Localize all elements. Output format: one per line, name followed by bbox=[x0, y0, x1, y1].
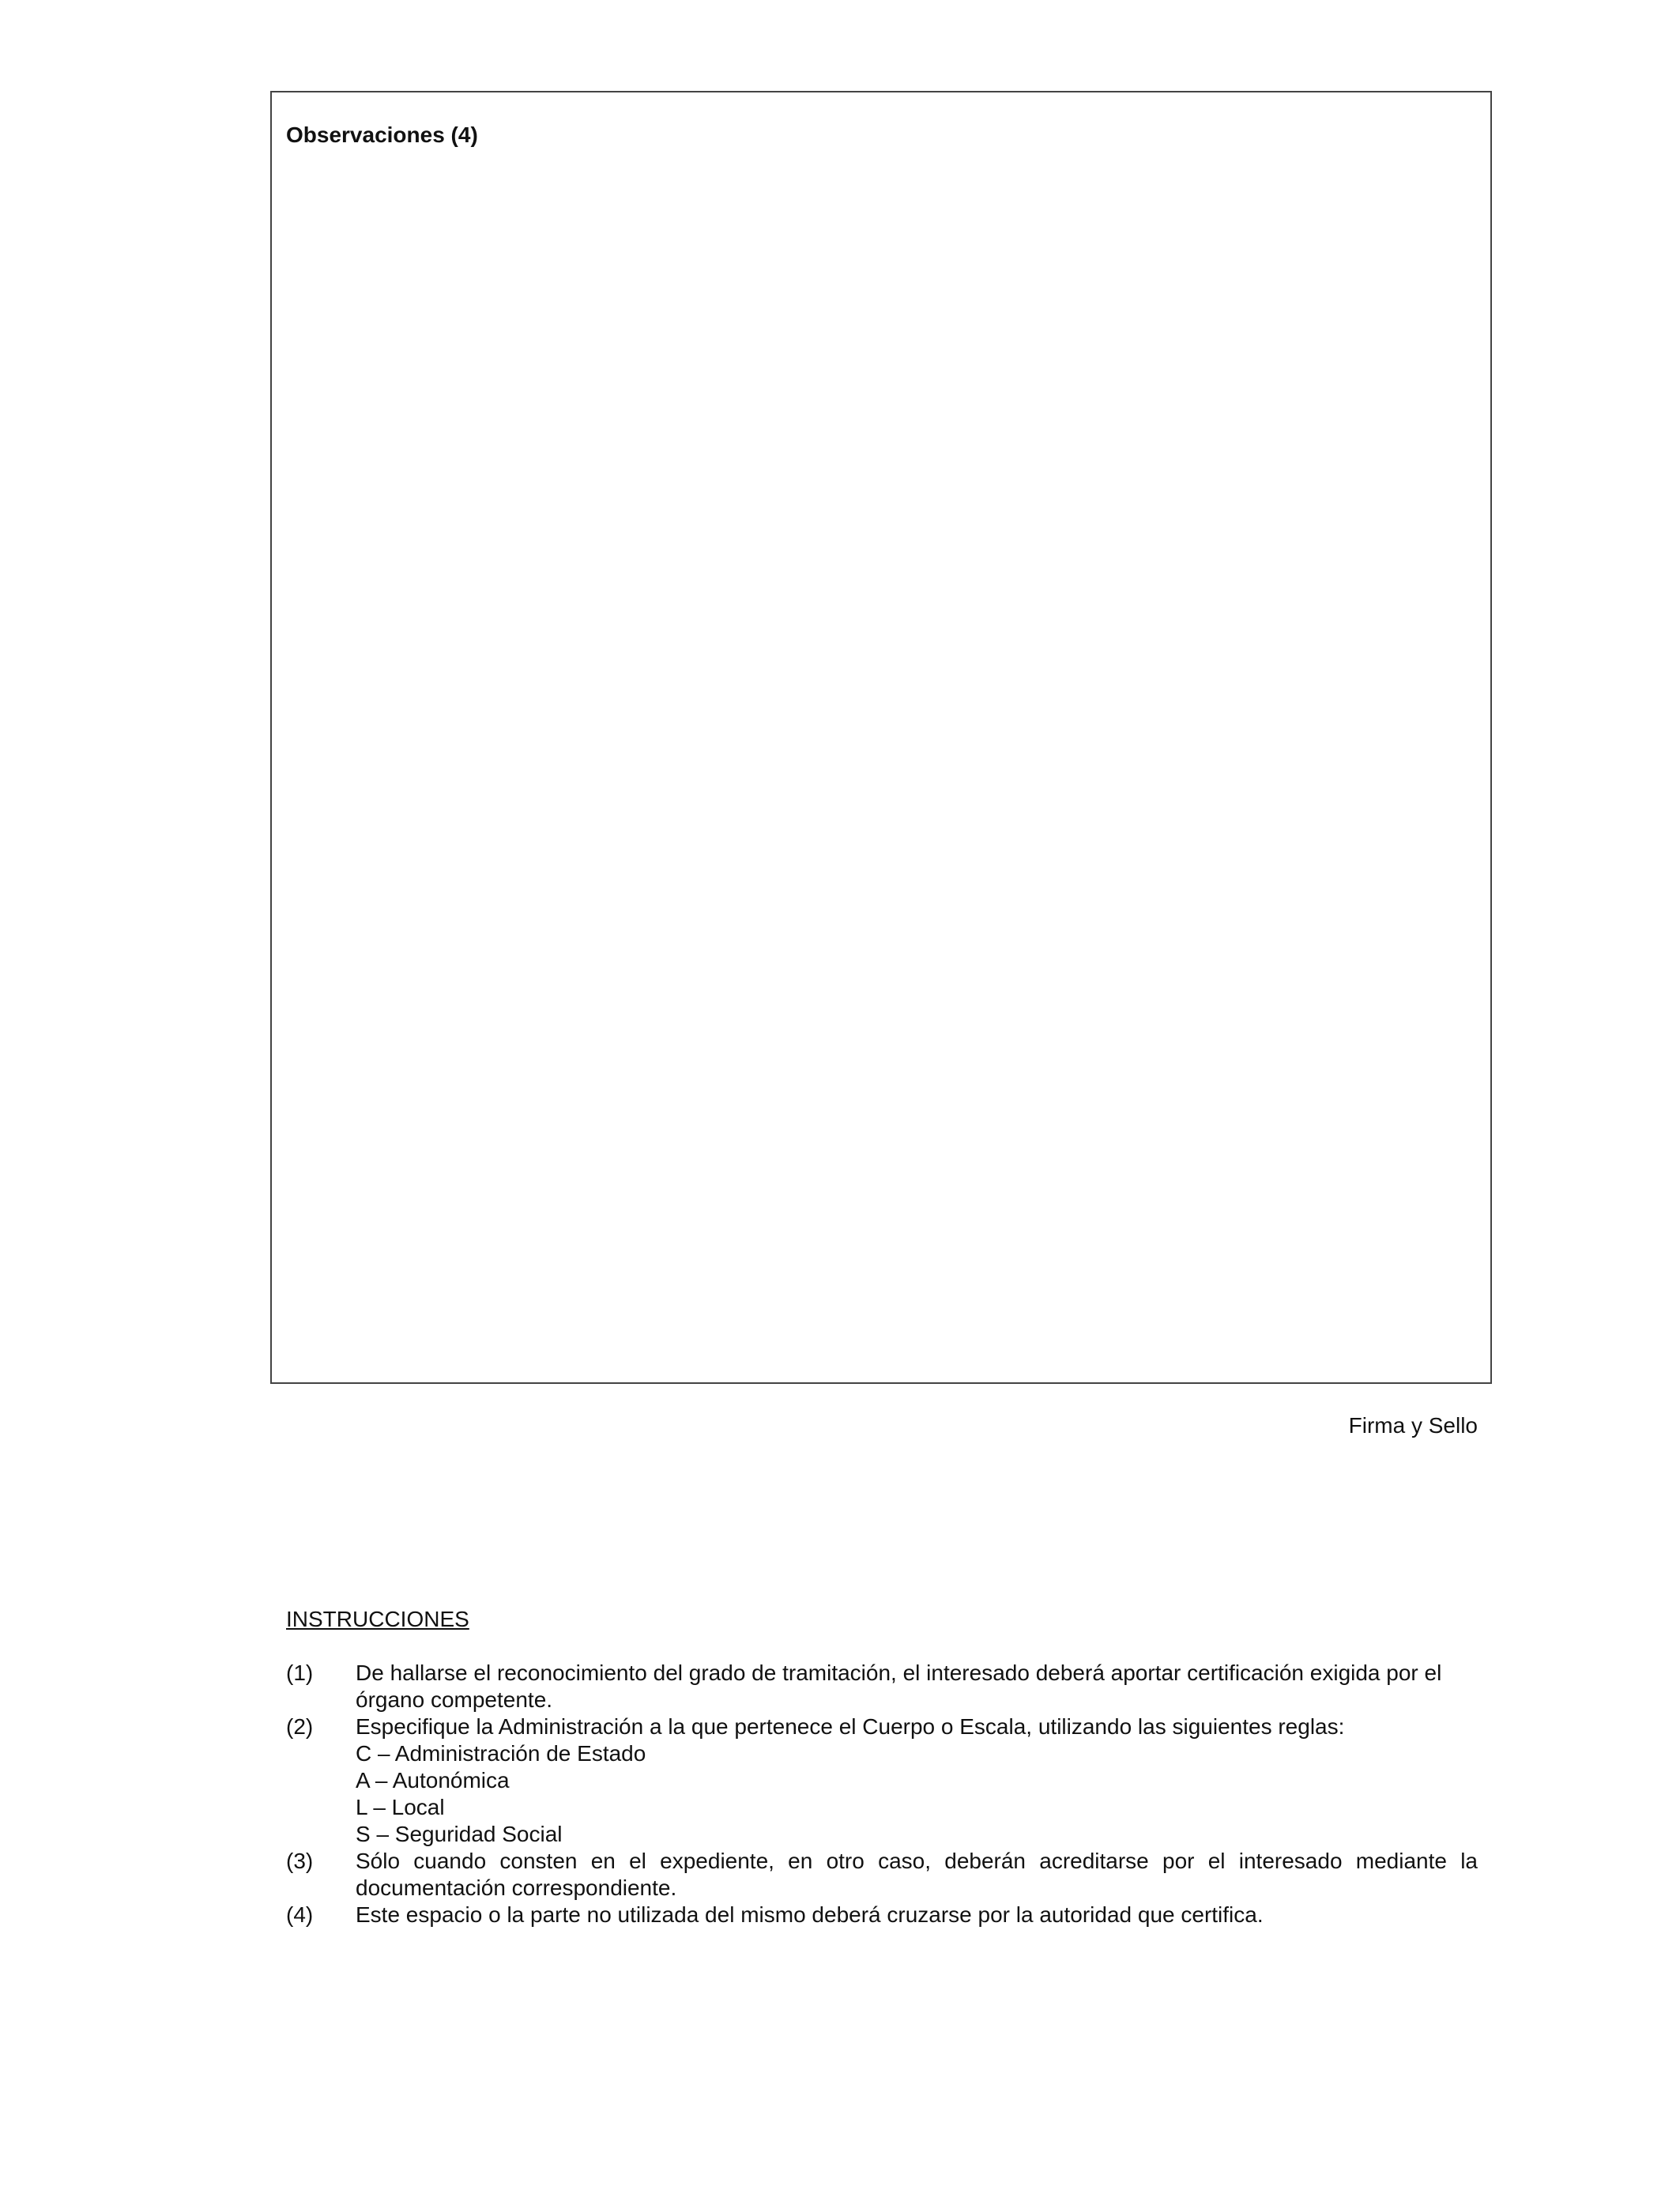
rule-item: A – Autonómica bbox=[356, 1768, 510, 1793]
instruction-note bbox=[286, 1848, 1478, 1902]
administration-rules-list bbox=[356, 1740, 1478, 1848]
note-number: (1) bbox=[286, 1661, 314, 1685]
instructions-section bbox=[286, 1606, 1478, 1928]
observations-title: Observaciones (4) bbox=[286, 123, 478, 147]
note-text: Este espacio o la parte no utilizada del mismo deberá cruzarse por la autoridad que certifica. bbox=[356, 1902, 1264, 1927]
note-number: (2) bbox=[286, 1714, 314, 1739]
instruction-note bbox=[286, 1713, 1478, 1848]
rule-item: S – Seguridad Social bbox=[356, 1822, 563, 1846]
instruction-note bbox=[286, 1660, 1478, 1713]
rule-item: C – Administración de Estado bbox=[356, 1741, 646, 1766]
note-text: De hallarse el reconocimiento del grado de tramitación, el interesado deberá aportar certificación exigida por el órgano competente. bbox=[356, 1661, 1442, 1712]
signature-label: Firma y Sello bbox=[1348, 1413, 1478, 1438]
note-text: Especifique la Administración a la que pertenece el Cuerpo o Escala, utilizando las siguientes reglas: bbox=[356, 1714, 1345, 1739]
rule-item: L – Local bbox=[356, 1795, 445, 1819]
note-body bbox=[356, 1713, 1478, 1848]
note-number: (4) bbox=[286, 1902, 314, 1927]
note-text: Sólo cuando consten en el expediente, en otro caso, deberán acreditarse por el interesado mediante la documentación correspondiente. bbox=[356, 1849, 1478, 1900]
instructions-title: INSTRUCCIONES bbox=[286, 1607, 469, 1631]
note-number: (3) bbox=[286, 1849, 314, 1873]
observations-box bbox=[270, 91, 1492, 1384]
instruction-note bbox=[286, 1902, 1478, 1928]
